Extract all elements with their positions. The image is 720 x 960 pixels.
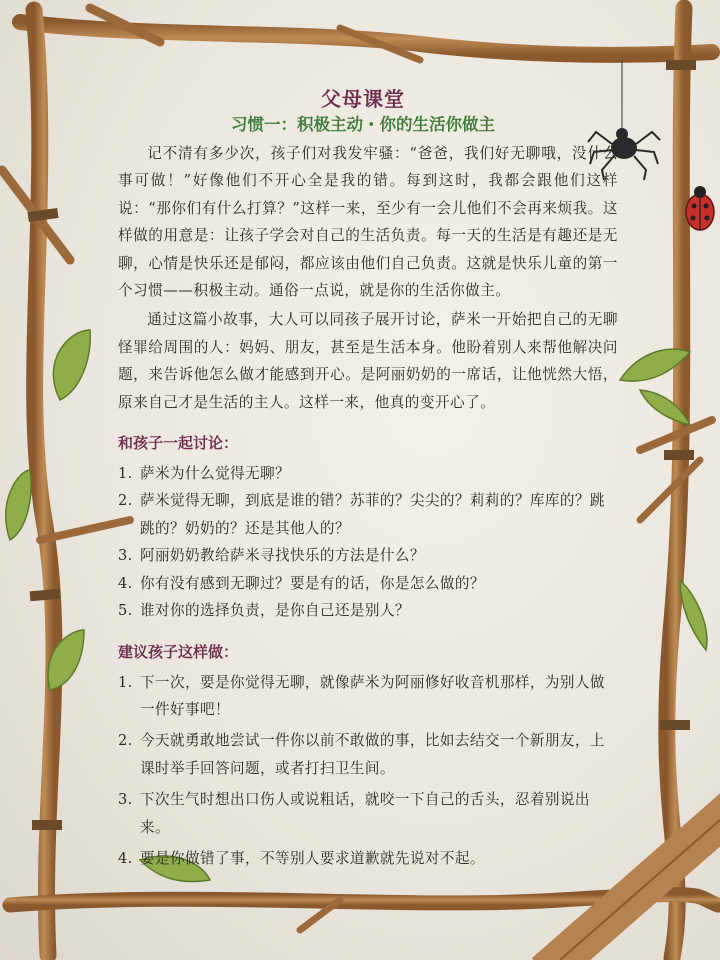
suggestions-section	[118, 639, 618, 873]
list-item	[118, 786, 618, 841]
item-text: 你有没有感到无聊过？要是有的话，你是怎么做的？	[140, 574, 485, 592]
item-text: 要是你做错了事，不等别人要求道歉就先说对不起。	[140, 849, 485, 867]
intro-paragraph: 记不清有多少次，孩子们对我发牢骚：“爸爸，我们好无聊哦，没什么事可做！”好像他们不开心全是我的错。每到这时，我都会跟他们这样说：“那你们有什么打算？”这样一来，至少有一会儿他们不会再来烦我。这样做的用意是：让孩子学会对自己的生活负责。每一天的生活是有趣还是无聊，心情是快乐还是郁闷，都应该由他们自己负责。这就是快乐儿童的第一个习惯——积极主动。通俗一点说，就是你的生活你做主。	[118, 145, 618, 300]
item-number: 2.	[118, 732, 133, 750]
list-item	[118, 727, 618, 782]
article	[118, 84, 618, 876]
page-title: 父母课堂	[321, 87, 405, 111]
intro-paragraph: 通过这篇小故事，大人可以同孩子展开讨论，萨米一开始把自己的无聊怪罪给周围的人：妈妈、朋友，甚至是生活本身。他盼着别人来帮他解决问题，来告诉他怎么做才能感到开心。是阿丽奶奶的一席话，让他恍然大悟，原来自己才是生活的主人。这样一来，他真的变开心了。	[118, 311, 618, 411]
page-subtitle: 习惯一：积极主动・你的生活你做主	[231, 115, 495, 134]
item-text: 萨米为什么觉得无聊？	[140, 465, 290, 483]
discussion-section	[118, 430, 618, 624]
ladybug-icon	[686, 186, 714, 230]
suggestions-heading: 建议孩子这样做：	[118, 642, 239, 661]
item-text: 下一次，要是你觉得无聊，就像萨米为阿丽修好收音机那样，为别人做一件好事吧！	[140, 673, 605, 718]
item-text: 今天就勇敢地尝试一件你以前不敢做的事，比如去结交一个新朋友，上课时举手回答问题，或者打扫卫生间。	[140, 732, 605, 777]
list-item	[118, 542, 618, 569]
list-item	[118, 460, 618, 487]
discussion-list	[118, 460, 618, 624]
item-text: 阿丽奶奶教给萨米寻找快乐的方法是什么？	[140, 547, 425, 565]
item-number: 1.	[118, 465, 133, 483]
item-number: 3.	[118, 791, 133, 809]
item-number: 2.	[118, 492, 133, 510]
discussion-heading: 和孩子一起讨论：	[118, 434, 239, 453]
item-text: 下次生气时想出口伤人或说粗话，就咬一下自己的舌头，忍着别说出来。	[140, 791, 590, 836]
item-text: 谁对你的选择负责，是你自己还是别人？	[140, 602, 410, 620]
list-item	[118, 845, 618, 872]
item-text: 萨米觉得无聊，到底是谁的错？苏菲的？尖尖的？莉莉的？库库的？跳跳的？奶奶的？还是其他人的？	[140, 492, 605, 537]
suggestions-list	[118, 669, 618, 873]
item-number: 1.	[118, 673, 133, 691]
list-item	[118, 669, 618, 724]
list-item	[118, 487, 618, 542]
item-number: 4.	[118, 849, 133, 867]
list-item	[118, 570, 618, 597]
item-number: 3.	[118, 547, 133, 565]
top-branch	[20, 8, 712, 60]
list-item	[118, 597, 618, 624]
item-number: 4.	[118, 574, 133, 592]
item-number: 5.	[118, 602, 133, 620]
